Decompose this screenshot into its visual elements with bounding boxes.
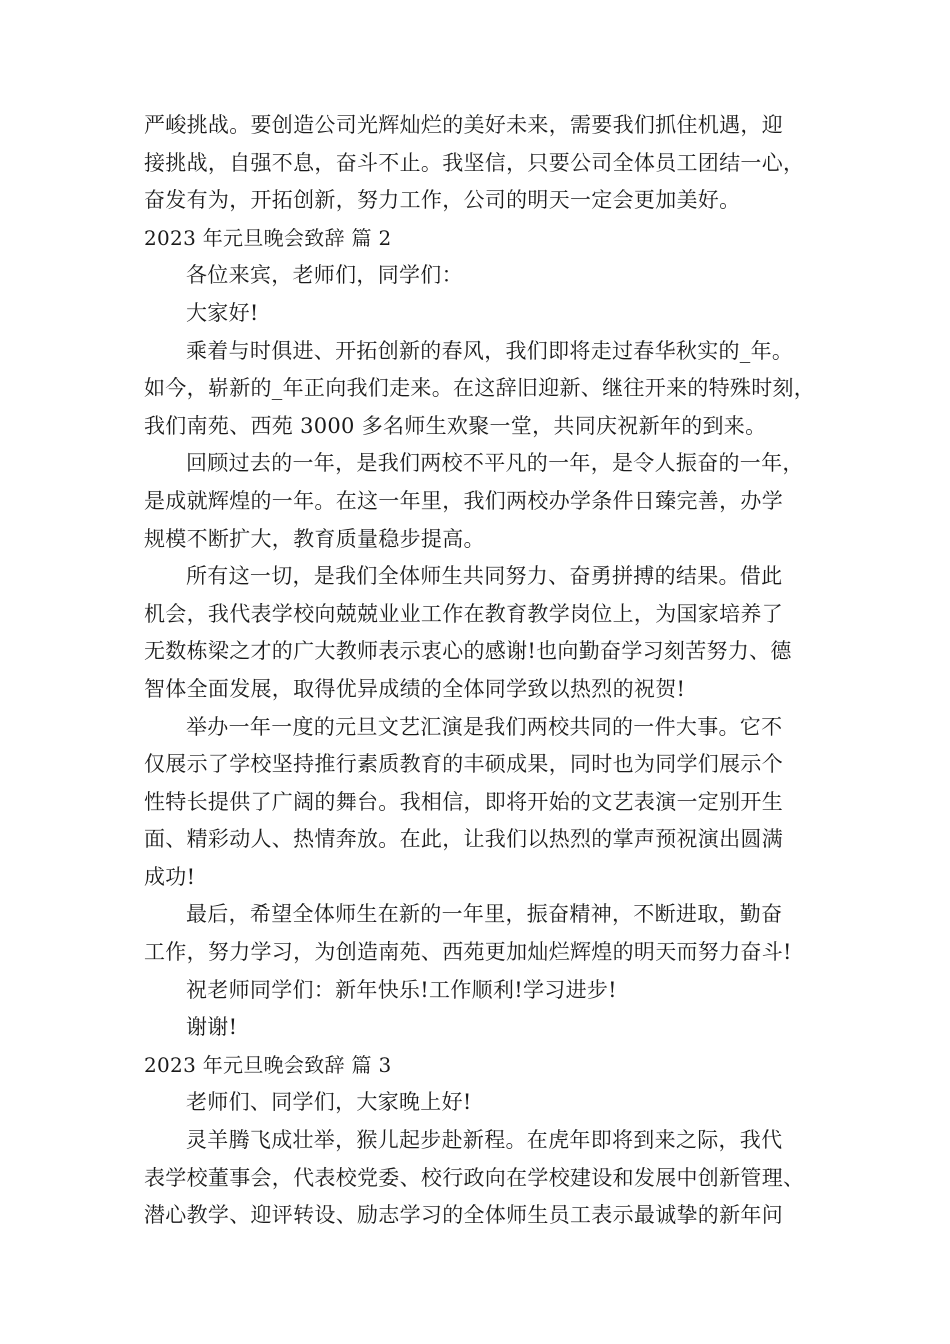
text-line: 性特长提供了广阔的舞台。我相信，即将开始的文艺表演一定别开生 — [144, 789, 783, 814]
text-line: 接挑战，自强不息，奋斗不止。我坚信，只要公司全体员工团结一心， — [144, 150, 805, 175]
text-line: 智体全面发展，取得优异成绩的全体同学致以热烈的祝贺! — [144, 676, 686, 701]
text-line: 回顾过去的一年，是我们两校不平凡的一年，是令人振奋的一年， — [186, 451, 804, 476]
text-line: 是成就辉煌的一年。在这一年里，我们两校办学条件日臻完善，办学 — [144, 488, 783, 513]
text-line: 严峻挑战。要创造公司光辉灿烂的美好未来，需要我们抓住机遇，迎 — [144, 113, 783, 137]
text-line: 各位来宾，老师们，同学们： — [186, 263, 463, 288]
text-line: 奋发有为，开拓创新，努力工作，公司的明天一定会更加美好。 — [144, 188, 741, 213]
text-line: 如今，崭新的_年正向我们走来。在这辞旧迎新、继往开来的特殊时刻， — [144, 376, 816, 401]
text-line: 面、精彩动人、热情奔放。在此，让我们以热烈的掌声预祝演出圆满 — [144, 827, 783, 852]
text-line: 无数栋梁之才的广大教师表示衷心的感谢!也向勤奋学习刻苦努力、德 — [144, 639, 792, 664]
document-body — [144, 107, 814, 1235]
text-line: 谢谢! — [186, 1015, 238, 1040]
section-heading: 2023 年元旦晚会致辞 篇 3 — [144, 1052, 392, 1077]
text-line: 潜心教学、迎评转设、励志学习的全体师生员工表示最诚挚的新年问 — [144, 1203, 783, 1228]
text-line: 成功! — [144, 864, 196, 889]
text-line: 最后，希望全体师生在新的一年里，振奋精神，不断进取，勤奋 — [186, 902, 783, 927]
text-line: 老师们、同学们，大家晚上好! — [186, 1090, 472, 1115]
text-line: 乘着与时俱进、开拓创新的春风，我们即将走过春华秋实的_年。 — [186, 338, 794, 363]
text-line: 仅展示了学校坚持推行素质教育的丰硕成果，同时也为同学们展示个 — [144, 752, 783, 777]
text-line: 表学校董事会，代表校党委、校行政向在学校建设和发展中创新管理、 — [144, 1165, 805, 1190]
text-line: 举办一年一度的元旦文艺汇演是我们两校共同的一件大事。它不 — [186, 714, 783, 739]
text-line: 机会，我代表学校向兢兢业业工作在教育教学岗位上，为国家培养了 — [144, 601, 783, 626]
text-line: 所有这一切，是我们全体师生共同努力、奋勇拼搏的结果。借此 — [186, 564, 783, 589]
text-line: 我们南苑、西苑 3000 多名师生欢聚一堂，共同庆祝新年的到来。 — [144, 413, 767, 438]
section-heading: 2023 年元旦晚会致辞 篇 2 — [144, 225, 392, 250]
text-line: 工作，努力学习，为创造南苑、西苑更加灿烂辉煌的明天而努力奋斗! — [144, 940, 792, 965]
text-line: 大家好! — [186, 300, 259, 325]
text-line: 规模不断扩大，教育质量稳步提高。 — [144, 526, 485, 551]
text-line: 灵羊腾飞成壮举，猴儿起步赴新程。在虎年即将到来之际，我代 — [186, 1128, 783, 1153]
text-line: 祝老师同学们：新年快乐!工作顺利!学习进步! — [186, 977, 617, 1002]
